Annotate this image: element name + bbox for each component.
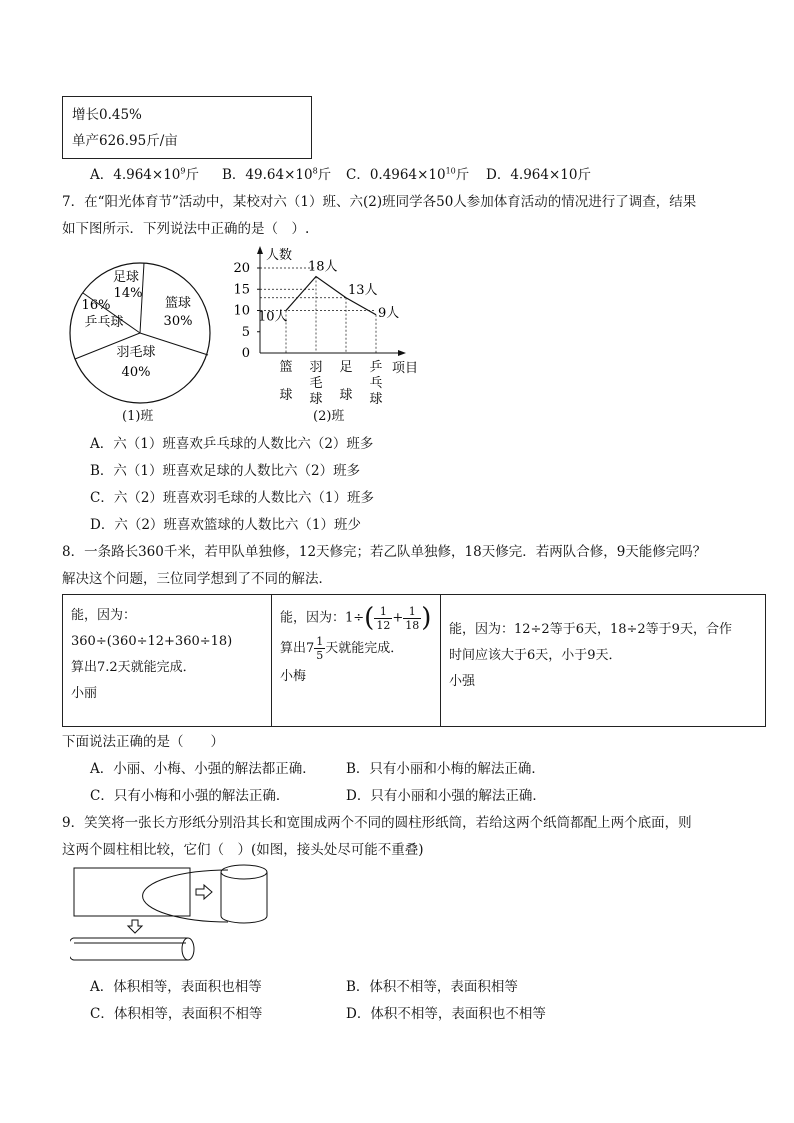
q7-option-a[interactable]: A．六（1）班喜欢乒乓球的人数比六（2）班多	[90, 436, 374, 452]
x-tick-label: 篮	[279, 360, 293, 375]
y-tick-label: 15	[233, 282, 250, 298]
point-label: 13人	[348, 282, 378, 298]
solution-xiaoqiang: 能，因为：12÷2等于6天，18÷2等于9天，合作 时间应该大于6天，小于9天． 小强	[441, 595, 766, 727]
x-tick-label: 球	[279, 388, 293, 403]
solution-xiaomei: 能，因为：1÷( $\frac{1}{12}$ + $\frac{1}{18}$ ) 算出7 $\frac{1}{5}$ 天就能完成． 小梅	[272, 595, 441, 727]
point-label: 9人	[378, 305, 400, 321]
pie-label-soccer-value: 14%	[113, 286, 143, 301]
x-tick-label: 球	[309, 392, 323, 406]
q8-option-d[interactable]: D．只有小丽和小强的解法正确．	[346, 788, 546, 804]
pie-label-soccer-name: 足球	[112, 270, 140, 285]
pie-caption: (1)班	[122, 409, 154, 424]
line-caption: (2)班	[313, 409, 345, 424]
q8-option-a[interactable]: A．小丽、小梅、小强的解法都正确．	[90, 761, 316, 777]
q9-option-a[interactable]: A．体积相等，表面积也相等	[90, 979, 262, 995]
down-arrow-icon	[128, 920, 142, 933]
pie-chart-class1	[68, 262, 214, 410]
pie-label-basketball-name: 篮球	[164, 296, 192, 311]
q7-option-d[interactable]: D．六（2）班喜欢篮球的人数比六（1）班少	[90, 517, 362, 533]
q6-option-d[interactable]: D．4.964×10斤	[486, 167, 591, 183]
q7-option-c[interactable]: C．六（2）班喜欢羽毛球的人数比六（1）班多	[90, 490, 375, 506]
pie-label-basketball-value: 30%	[163, 314, 193, 329]
q9-option-d[interactable]: D．体积不相等，表面积也不相等	[346, 1006, 546, 1022]
q7-option-b[interactable]: B．六（1）班喜欢足球的人数比六（2）班多	[90, 463, 361, 479]
q9-option-c[interactable]: C．体积相等，表面积不相等	[90, 1006, 263, 1022]
q6-option-a[interactable]: A．$4.964\times 10^9$斤	[90, 166, 199, 183]
x-tick-label: 足	[339, 360, 353, 375]
pie-label-pingpong-value: 16%	[81, 298, 111, 313]
q9-stem-line1: 9．笑笑将一张长方形纸分别沿其长和宽围成两个不同的圆柱形纸筒，若给这两个纸筒都配上两个底面，则	[62, 815, 692, 831]
right-arrow-icon	[196, 885, 212, 899]
x-tick-label: 球	[339, 388, 353, 403]
q7-stem-line1: 7．在“阳光体育节”活动中，某校对六（1）班、六(2)班同学各50人参加体育活动的情况进行了调查，结果	[62, 194, 697, 210]
q8-option-c[interactable]: C．只有小梅和小强的解法正确．	[90, 788, 290, 804]
solution-xiaoli: 能，因为： 360÷(360÷12+360÷18) 算出7.2天就能完成． 小丽	[63, 595, 272, 727]
y-tick-label: 0	[241, 346, 250, 361]
q8-option-b[interactable]: B．只有小丽和小梅的解法正确．	[346, 761, 545, 777]
q7-stem-line2: 如下图所示．下列说法中正确的是（ ）.	[62, 221, 310, 237]
x-tick-label: 乒	[369, 360, 383, 375]
paper-rectangle	[74, 868, 190, 916]
q9-option-b[interactable]: B．体积不相等，表面积相等	[346, 979, 518, 995]
y-tick-label: 5	[241, 324, 250, 340]
q6-option-c[interactable]: C．$0.4964\times 10^{10}$斤	[346, 166, 470, 183]
solutions-table	[62, 594, 766, 727]
y-tick-label: 20	[233, 261, 250, 276]
x-axis-label: 项目	[392, 361, 419, 376]
cylinder-figure	[70, 862, 280, 966]
x-tick-label: 乓	[369, 376, 383, 391]
q8-stem-line1: 8．一条路长360千米，若甲队单独修，12天修完；若乙队单独修，18天修完．若两队合修，9天能修完吗？	[62, 544, 707, 560]
x-tick-label: 羽	[309, 360, 323, 375]
long-cylinder-icon	[70, 938, 194, 960]
point-label: 18人	[308, 259, 338, 275]
y-tick-label: 10	[233, 303, 250, 319]
q8-stem-line2: 解决这个问题，三位同学想到了不同的解法．	[62, 571, 332, 587]
x-tick-label: 球	[369, 392, 383, 406]
pie-label-badminton-name: 羽毛球	[116, 345, 156, 360]
line-chart-class2	[230, 246, 430, 406]
x-tick-label: 毛	[309, 376, 323, 391]
q8-question: 下面说法正确的是（ ）	[62, 734, 224, 750]
pie-label-pingpong-name: 乒乓球	[84, 315, 124, 330]
q9-stem-line2: 这两个圆柱相比较，它们（ ）(如图，接头处尽可能不重叠)	[62, 842, 424, 858]
y-axis-label: 人数	[266, 248, 293, 263]
q6-box-line1: 增长0.45%	[72, 107, 142, 123]
q6-box-line2: 单产626.95斤/亩	[72, 133, 178, 149]
point-label: 10人	[258, 309, 288, 325]
q6-option-b[interactable]: B．$49.64\times 10^8$斤	[222, 166, 332, 183]
pie-label-badminton-value: 40%	[121, 365, 151, 380]
